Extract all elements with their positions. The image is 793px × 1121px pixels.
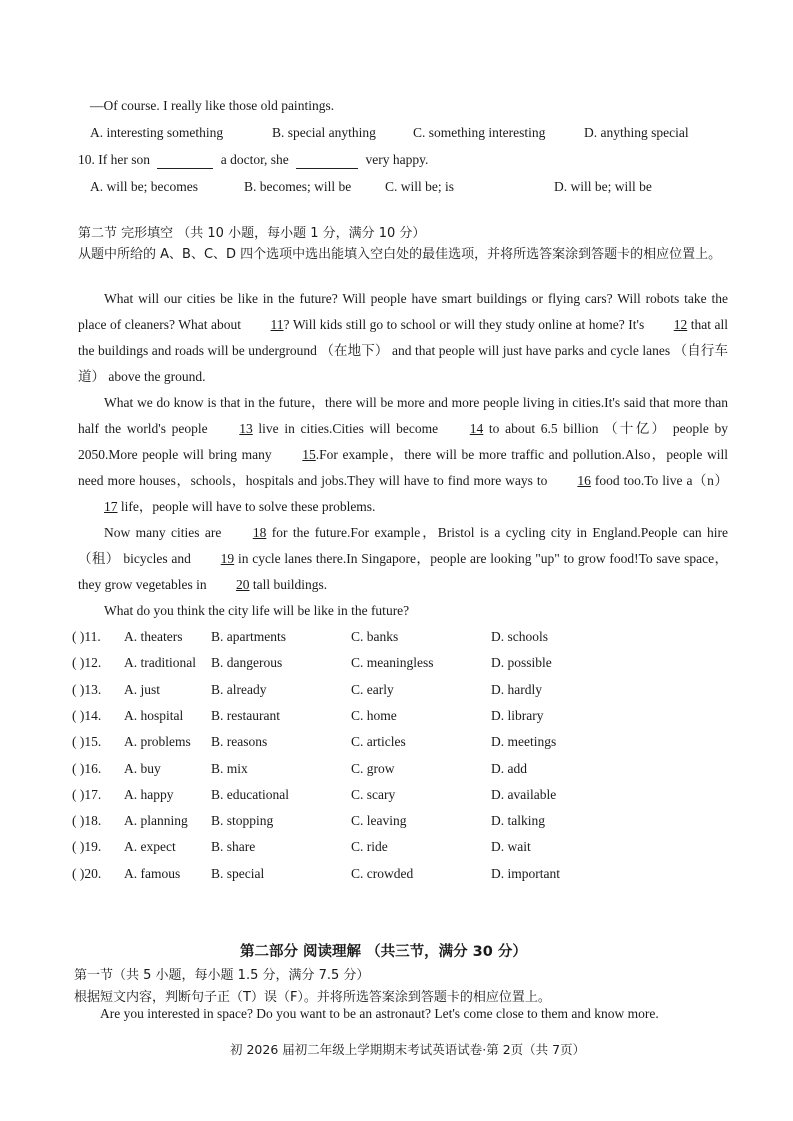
text-run: tall buildings. xyxy=(252,577,328,592)
question-number: ( )16. xyxy=(72,760,102,776)
question-text-c: very happy. xyxy=(365,152,429,167)
option-a: A. expect xyxy=(124,839,176,855)
option-d: D. talking xyxy=(491,813,545,829)
cloze-question-row xyxy=(72,629,712,653)
text-run: ? Will kids still go to school or will they study online at home? It's xyxy=(283,317,645,332)
option-d: D. wait xyxy=(491,839,531,855)
part-2-section-1-title: 第一节（共 5 小题，每小题 1.5 分，满分 7.5 分） xyxy=(74,968,370,983)
option-b: B. already xyxy=(211,681,267,697)
text-run: .For example，there will be more traffic and pollution.Also，people will need more houses，schools，hospitals and jobs.They will have to find more ways to xyxy=(78,447,729,488)
option-a: A. traditional xyxy=(124,655,196,671)
blank-11: 11 xyxy=(270,317,284,332)
option-d: D. available xyxy=(491,786,557,802)
option-c: C. will be; is xyxy=(385,179,455,194)
cloze-question-row xyxy=(72,787,712,811)
question-number: ( )19. xyxy=(72,839,102,855)
option-b: B. share xyxy=(211,839,256,855)
blank-16: 16 xyxy=(577,473,591,488)
blank-20: 20 xyxy=(235,577,250,592)
cloze-question-row xyxy=(72,734,712,758)
text-run: for the future.For example，Bristol is a cycling city in England.People can hire （租） bicycles and xyxy=(78,525,729,566)
option-a: A. interesting something xyxy=(90,125,224,140)
option-a: A. buy xyxy=(124,760,161,776)
cloze-question-row xyxy=(72,761,712,785)
answer-blank xyxy=(157,152,213,169)
option-c: C. banks xyxy=(351,629,399,644)
option-a: A. just xyxy=(124,681,161,697)
option-c: C. grow xyxy=(351,760,395,776)
question-number: ( )11. xyxy=(72,629,101,644)
part-2-instruction: 根据短文内容，判断句子正（T）误（F）。并将所选答案涂到答题卡的相应位置上。 xyxy=(74,990,551,1005)
option-b: B. becomes; will be xyxy=(244,179,352,194)
option-d: D. will be; will be xyxy=(554,179,652,194)
text-run: life，people will have to solve these problems. xyxy=(120,499,376,514)
question-number: ( )12. xyxy=(72,655,102,671)
option-d: D. library xyxy=(491,707,544,723)
question-10 xyxy=(78,152,428,169)
cloze-question-row xyxy=(72,708,712,732)
prev-answer-line: —Of course. I really like those old paintings. xyxy=(90,98,335,113)
question-number: ( )20. xyxy=(72,865,102,881)
option-c: C. early xyxy=(351,681,394,697)
section-2-instruction: 从题中所给的 A、B、C、D 四个选项中选出能填入空白处的最佳选项，并将所选答案涂到答题卡的相应位置上。 xyxy=(78,247,722,262)
text-run: in cycle lanes there.In Singapore，people are looking "up" to grow food!To save space，they grow vegetables in xyxy=(78,551,729,592)
question-text-a: If her son xyxy=(98,152,150,167)
blank-19: 19 xyxy=(220,551,235,566)
option-a: A. planning xyxy=(124,813,188,829)
question-number: ( )13. xyxy=(72,681,102,697)
question-number: ( )17. xyxy=(72,786,102,802)
text-run: Now many cities are xyxy=(104,525,222,540)
option-c: C. home xyxy=(351,707,397,723)
option-b: B. mix xyxy=(211,760,248,776)
option-d: D. add xyxy=(491,760,527,776)
option-c: C. something interesting xyxy=(413,125,546,140)
text-run: to about 6.5 billion （十亿） people by 2050.More people will bring many xyxy=(78,421,729,462)
text-run: food too.To live a（n） xyxy=(594,473,729,488)
option-d: D. schools xyxy=(491,629,548,644)
text-run: What we do know is that in the future，there will be more and more people living in cities.It's said that more than half the world's people xyxy=(78,395,728,436)
option-c: C. crowded xyxy=(351,865,414,881)
option-c: C. scary xyxy=(351,786,396,802)
option-a: A. famous xyxy=(124,865,181,881)
option-b: B. apartments xyxy=(211,629,286,644)
option-b: B. dangerous xyxy=(211,655,283,671)
option-c: C. ride xyxy=(351,839,388,855)
paragraph-1 xyxy=(78,286,728,390)
cloze-question-row xyxy=(72,655,712,679)
blank-15: 15 xyxy=(302,447,316,462)
option-b: B. reasons xyxy=(211,734,268,750)
option-b: B. restaurant xyxy=(211,707,280,723)
option-b: B. special xyxy=(211,865,265,881)
blank-12: 12 xyxy=(673,317,688,332)
option-d: D. important xyxy=(491,865,560,881)
paragraph-3 xyxy=(78,520,728,598)
question-number: ( )18. xyxy=(72,813,102,829)
option-a: A. hospital xyxy=(124,707,184,723)
answer-blank xyxy=(296,152,358,169)
option-b: B. educational xyxy=(211,786,289,802)
option-d: D. meetings xyxy=(491,734,557,750)
cloze-question-row xyxy=(72,813,712,837)
blank-17: 17 xyxy=(104,499,118,514)
cloze-passage xyxy=(78,286,728,624)
option-d: D. hardly xyxy=(491,681,542,697)
blank-13: 13 xyxy=(239,421,253,436)
page-footer: 初 2026 届初二年级上学期期末考试英语试卷·第 2页（共 7页） xyxy=(230,1042,586,1057)
cloze-question-row xyxy=(72,866,712,890)
question-number: 10. xyxy=(78,152,95,167)
text-run: live in cities.Cities will become xyxy=(258,421,439,436)
option-a: A. problems xyxy=(124,734,191,750)
question-text-b: a doctor, she xyxy=(220,152,289,167)
option-b: B. special anything xyxy=(272,125,376,140)
cloze-question-row xyxy=(72,682,712,706)
reading-intro: Are you interested in space? Do you want to be an astronaut? Let's come close to them and know more. xyxy=(100,1006,659,1021)
section-2-title: 第二节 完形填空 （共 10 小题，每小题 1 分，满分 10 分） xyxy=(78,226,426,241)
option-a: A. theaters xyxy=(124,629,183,644)
option-d: D. possible xyxy=(491,655,552,671)
option-a: A. will be; becomes xyxy=(90,179,198,194)
option-c: C. leaving xyxy=(351,813,407,829)
option-c: C. meaningless xyxy=(351,655,434,671)
question-number: ( )15. xyxy=(72,734,102,750)
part-2-title: 第二部分 阅读理解 （共三节，满分 30 分） xyxy=(240,944,527,960)
blank-18: 18 xyxy=(252,525,267,540)
option-d: D. anything special xyxy=(584,125,689,140)
paragraph-2 xyxy=(78,390,728,520)
paragraph-4: What do you think the city life will be like in the future? xyxy=(104,603,410,618)
blank-14: 14 xyxy=(469,421,484,436)
text-run: that all the buildings and roads will be underground （在地下） and that people will just have parks and cycle lanes （自行车道） above the ground. xyxy=(78,317,729,384)
text-run: What will our cities be like in the future? Will people have smart buildings or flying cars? Will robots take the place of cleaners? What about xyxy=(78,291,728,332)
cloze-question-row xyxy=(72,839,712,863)
option-a: A. happy xyxy=(124,786,174,802)
question-number: ( )14. xyxy=(72,707,102,723)
option-b: B. stopping xyxy=(211,813,274,829)
option-c: C. articles xyxy=(351,734,406,750)
